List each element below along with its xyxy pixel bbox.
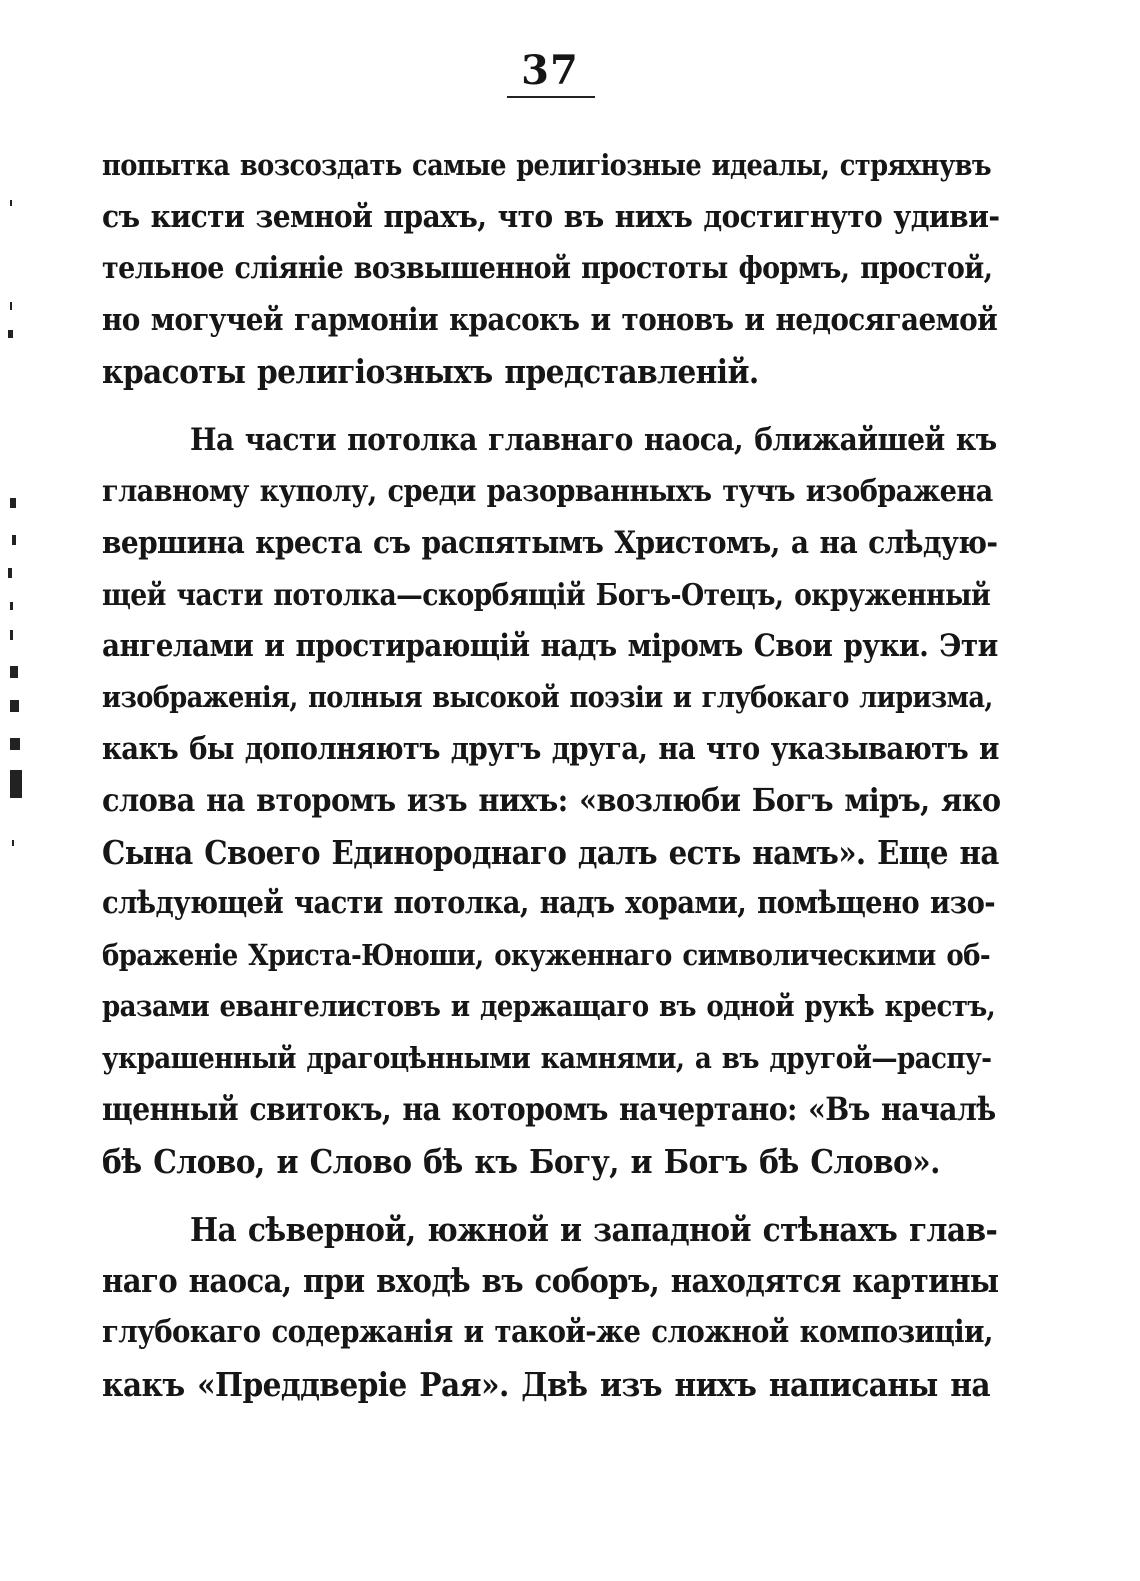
margin-scan-marks — [4, 190, 34, 870]
text-line: съ кисти земной прахъ, что въ нихъ достигнуто удиви- — [102, 198, 1000, 235]
text-line: попытка возсоздать самые религіозные идеалы, стряхнувъ — [102, 148, 992, 182]
text-line: слова на второмъ изъ нихъ: «возлюби Богъ міръ, яко — [102, 781, 1001, 819]
paragraph-2 — [102, 415, 1001, 1188]
text-line: тельное сліяніе возвышенной простоты формъ, простой, — [102, 251, 993, 286]
text-line: главному куполу, среди разорванныхъ тучъ изображена — [102, 474, 993, 509]
text-line: разами евангелистовъ и держащаго въ одной рукѣ крестъ, — [102, 989, 996, 1023]
paragraph-3 — [102, 1204, 999, 1410]
text-line: но могучей гармоніи красокъ и тоновъ и недосягаемой — [102, 301, 998, 338]
text-line: щей части потолка—скорбящій Богъ-Отецъ, окруженный — [102, 577, 991, 612]
text-line: бѣ Слово, и Слово бѣ къ Богу, и Богъ бѣ Слово». — [102, 1141, 940, 1181]
page-number: 37 — [521, 47, 579, 94]
text-line: вершина креста съ распятымъ Христомъ, а на слѣдую- — [102, 524, 998, 561]
text-line: щенный свитокъ, на которомъ начертано: «Въ началѣ — [102, 1091, 996, 1128]
text-line: наго наоса, при входѣ въ соборъ, находятся картины — [102, 1261, 999, 1300]
text-line: украшенный драгоцѣнными камнями, а въ другой—распу- — [102, 1040, 992, 1075]
text-line: глубокаго содержанія и такой-же сложной композиціи, — [102, 1314, 993, 1350]
body-text — [102, 140, 1001, 1410]
text-line: красоты религіозныхъ представленій. — [102, 352, 759, 391]
text-line: какъ «Преддверіе Рая». Двѣ изъ нихъ написаны на — [102, 1364, 990, 1404]
text-line: какъ бы дополняютъ другъ друга, на что указываютъ и — [102, 730, 999, 767]
text-line: слѣдующей части потолка, надъ хорами, помѣщено изо- — [102, 885, 996, 921]
page-number-rule — [507, 96, 595, 98]
text-line: браженіе Христа-Юноши, окуженнаго символическими об- — [102, 937, 990, 972]
paragraph-1 — [102, 140, 1000, 398]
text-line: Сына Своего Единороднаго далъ есть намъ». Еще на — [102, 832, 999, 872]
text-line: изображенія, полныя высокой поэзіи и глубокаго лиризма, — [102, 680, 993, 714]
text-line: На сѣверной, южной и западной стѣнахъ глав- — [190, 1210, 998, 1249]
text-line: На части потолка главнаго наоса, ближайшей къ — [190, 421, 997, 458]
text-line: ангелами и простирающій надъ міромъ Свои руки. Эти — [102, 627, 998, 664]
